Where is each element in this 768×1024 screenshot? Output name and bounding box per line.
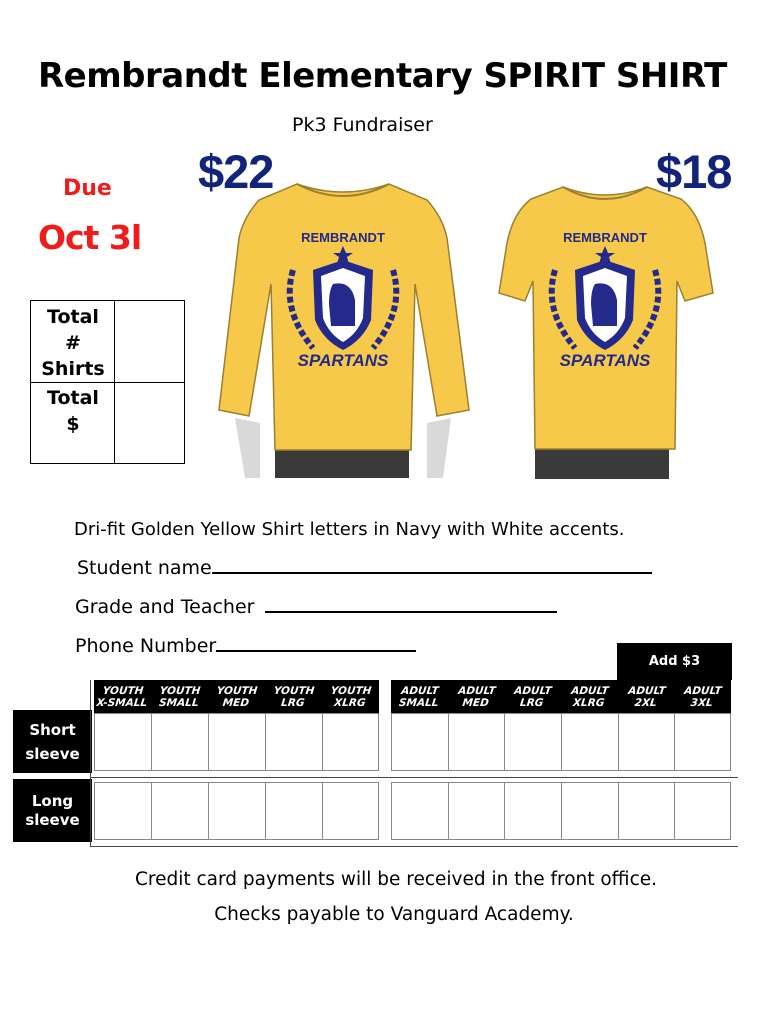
quantity-input-cell[interactable]: [505, 783, 562, 839]
size-header-line: X-SMALL: [95, 696, 148, 709]
grade-teacher-row: [75, 595, 557, 618]
grade-teacher-label: Grade and Teacher: [75, 596, 255, 618]
size-header-cell: [206, 680, 266, 713]
size-header-line: 2XL: [633, 696, 658, 709]
long-sleeve-youth-grid: [94, 782, 379, 840]
due-label: Due: [63, 176, 112, 201]
label-line: Short: [29, 720, 76, 739]
size-header-cell: [389, 680, 449, 713]
student-name-field[interactable]: [212, 556, 652, 574]
due-date: Oct 3l: [38, 218, 142, 257]
short-sleeve-price: $18: [656, 145, 732, 198]
phone-number-field[interactable]: [216, 634, 416, 652]
size-header-cell: [320, 680, 380, 713]
total-dollars-field[interactable]: [115, 383, 184, 463]
short-sleeve-adult-grid: [391, 713, 731, 771]
long-sleeve-adult-grid: [391, 782, 731, 840]
size-header-cell: [446, 680, 506, 713]
size-header-line: SMALL: [398, 696, 440, 709]
total-dollars-label: [31, 385, 115, 437]
page-title: Rembrandt Elementary SPIRIT SHIRT: [38, 56, 727, 96]
quantity-input-cell[interactable]: [323, 783, 380, 839]
size-header-line: 3XL: [690, 696, 714, 709]
quantity-input-cell[interactable]: [675, 783, 732, 839]
size-header-cell: [616, 680, 676, 713]
long-sleeve-price: $22: [198, 145, 274, 198]
size-header-cell: [559, 680, 619, 713]
quantity-input-cell[interactable]: [619, 714, 676, 770]
size-header-line: ADULT: [627, 684, 666, 697]
label-line: sleeve: [25, 744, 80, 763]
size-header-line: ADULT: [400, 684, 440, 697]
quantity-input-cell[interactable]: [392, 783, 449, 839]
student-name-row: [77, 556, 652, 579]
label-line: sleeve: [25, 810, 80, 829]
size-header-line: XLRG: [333, 696, 367, 709]
shirt-description: Dri-fit Golden Yellow Shirt letters in Navy with White accents.: [74, 519, 625, 540]
totals-box: [30, 300, 185, 464]
label-line: Shirts: [41, 358, 105, 380]
youth-size-header: [94, 680, 379, 713]
divider: [90, 777, 738, 778]
quantity-input-cell[interactable]: [209, 783, 266, 839]
page-subtitle: Pk3 Fundraiser: [292, 114, 433, 136]
divider: [90, 846, 738, 847]
divider: [90, 680, 91, 846]
grade-teacher-field[interactable]: [265, 595, 557, 613]
quantity-input-cell[interactable]: [675, 714, 732, 770]
size-header-cell: [149, 680, 209, 713]
quantity-input-cell[interactable]: [619, 783, 676, 839]
size-header-line: YOUTH: [216, 684, 259, 697]
quantity-input-cell[interactable]: [209, 714, 266, 770]
quantity-input-cell[interactable]: [562, 714, 619, 770]
label-line: Total: [47, 387, 99, 409]
label-line: Total: [47, 306, 99, 328]
size-header-line: ADULT: [513, 684, 553, 697]
quantity-input-cell[interactable]: [392, 714, 449, 770]
total-shirts-field[interactable]: [115, 301, 184, 382]
size-header-line: XLRG: [572, 696, 606, 709]
mascot-name-text: SPARTANS: [559, 351, 651, 370]
label-line: $: [66, 413, 80, 435]
size-header-line: MED: [461, 696, 490, 709]
quantity-input-cell[interactable]: [449, 714, 506, 770]
mascot-name-text: SPARTANS: [297, 351, 389, 370]
size-header-line: ADULT: [457, 684, 496, 697]
quantity-input-cell[interactable]: [95, 714, 152, 770]
short-sleeve-youth-grid: [94, 713, 379, 771]
school-name-text: REMBRANDT: [301, 230, 385, 245]
size-header-line: LRG: [280, 696, 306, 709]
quantity-input-cell[interactable]: [562, 783, 619, 839]
size-header-line: YOUTH: [273, 684, 316, 697]
checks-note: Checks payable to Vanguard Academy.: [214, 904, 574, 925]
quantity-input-cell[interactable]: [152, 714, 209, 770]
size-header-line: YOUTH: [330, 684, 373, 697]
quantity-input-cell[interactable]: [266, 714, 323, 770]
long-sleeve-row-label: [13, 779, 92, 842]
size-header-line: YOUTH: [102, 684, 145, 697]
size-header-line: YOUTH: [159, 684, 202, 697]
quantity-input-cell[interactable]: [95, 783, 152, 839]
long-sleeve-shirt-image: [215, 178, 473, 480]
size-header-line: SMALL: [158, 696, 200, 709]
short-sleeve-row-label: [13, 710, 92, 773]
size-header-line: ADULT: [683, 684, 723, 697]
quantity-input-cell[interactable]: [449, 783, 506, 839]
quantity-input-cell[interactable]: [505, 714, 562, 770]
payment-note: Credit card payments will be received in the front office.: [134, 869, 658, 890]
total-shirts-label: [31, 304, 115, 382]
adult-plus-size-surcharge-note: Add $3: [617, 643, 732, 680]
quantity-input-cell[interactable]: [152, 783, 209, 839]
label-line: #: [65, 332, 81, 354]
size-header-line: LRG: [519, 696, 545, 709]
quantity-input-cell[interactable]: [266, 783, 323, 839]
short-sleeve-shirt-image: [495, 183, 717, 481]
size-header-line: MED: [222, 696, 250, 709]
size-header-line: ADULT: [570, 684, 610, 697]
label-line: Long: [31, 791, 74, 810]
student-name-label: Student name: [77, 557, 212, 579]
size-header-cell: [673, 680, 733, 713]
school-name-text: REMBRANDT: [563, 230, 647, 245]
phone-number-label: Phone Number: [75, 635, 217, 657]
size-header-cell: [503, 680, 563, 713]
adult-size-header: [391, 680, 731, 713]
size-header-cell: [92, 680, 152, 713]
quantity-input-cell[interactable]: [323, 714, 380, 770]
size-header-cell: [263, 680, 323, 713]
phone-number-row: [75, 634, 416, 657]
